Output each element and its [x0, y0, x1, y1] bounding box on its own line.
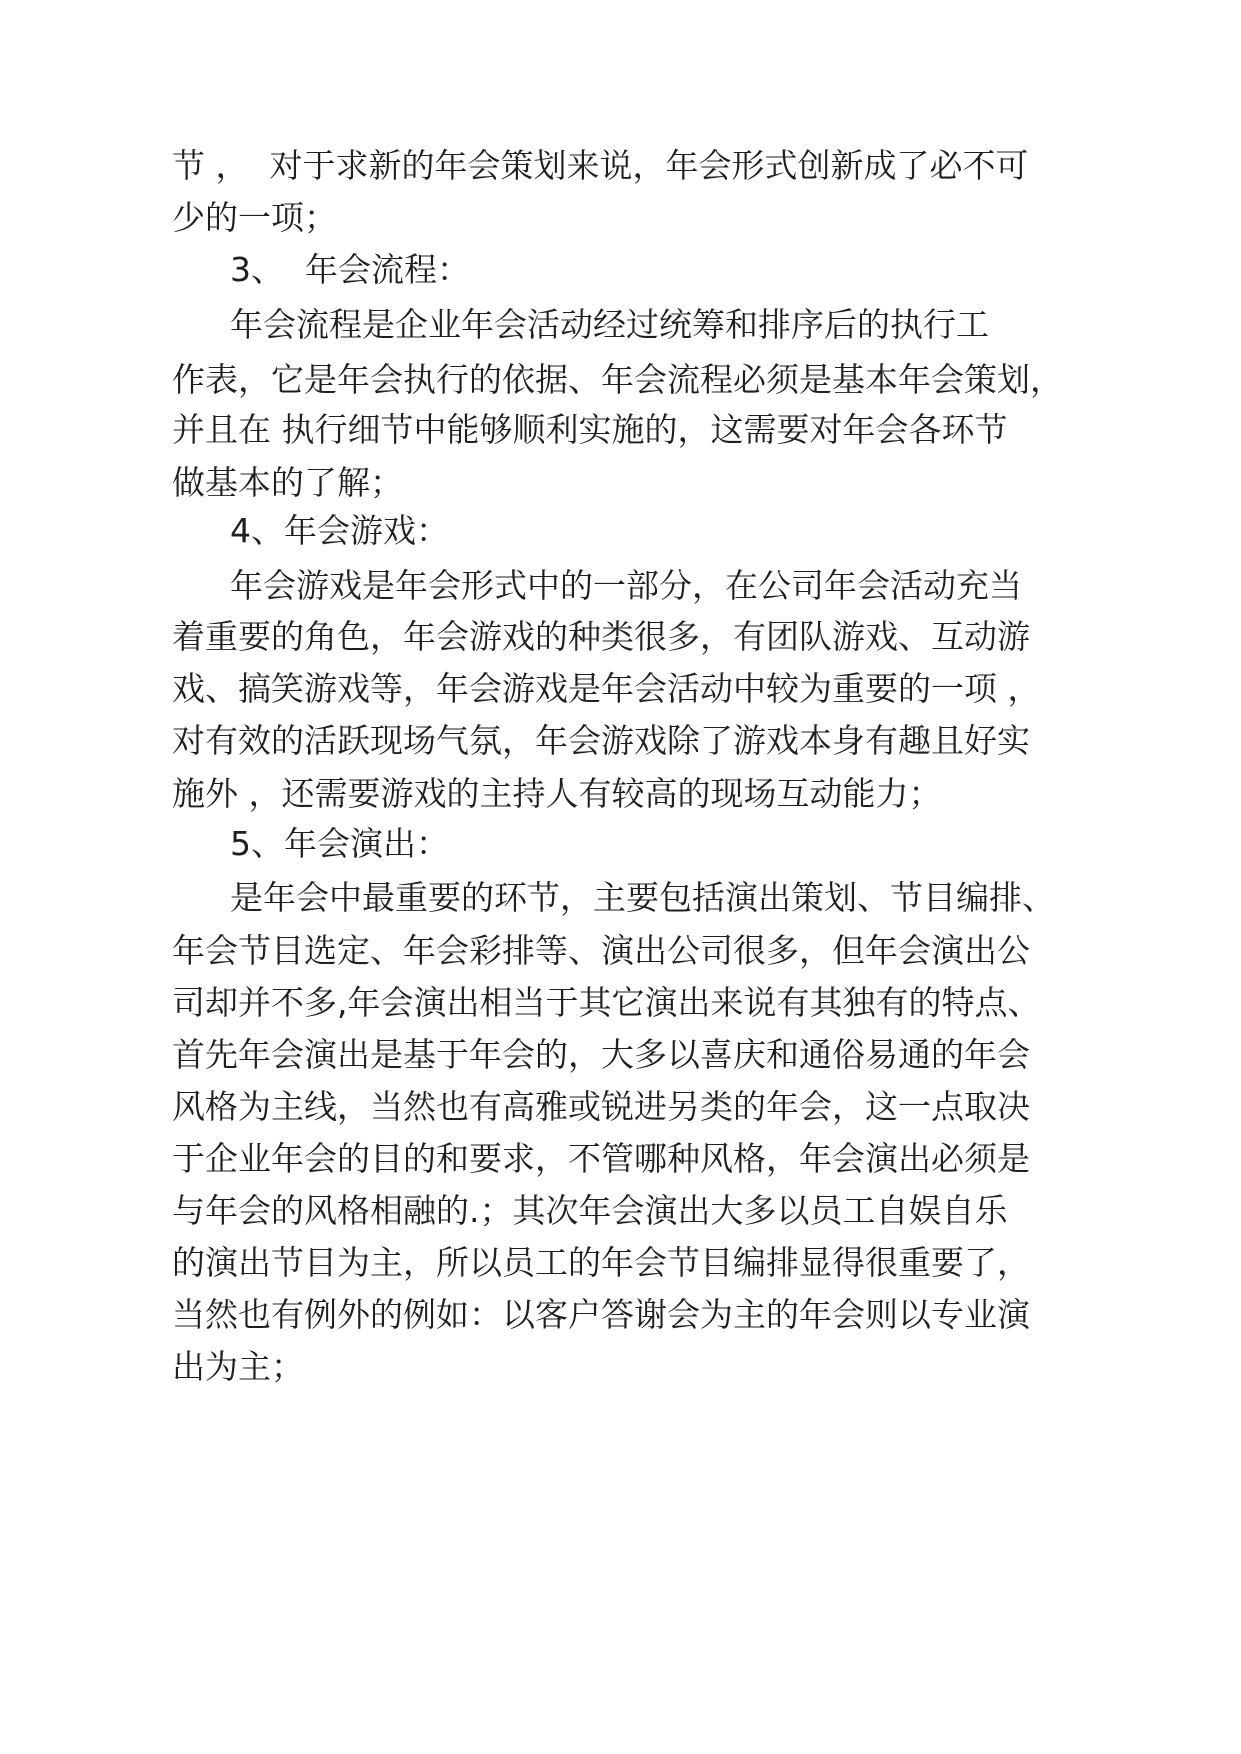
text-line: 出为主； — [172, 1347, 304, 1386]
text-line: 做基本的了解； — [172, 463, 403, 502]
text-line: 年会游戏是年会形式中的一部分，在公司年会活动充当 — [230, 566, 1022, 605]
section-heading: 3、 年会流程： — [230, 250, 470, 289]
text-line: 少的一项； — [172, 198, 337, 237]
text-line: 施外 ，还需要游戏的主持人有较高的现场互动能力； — [172, 774, 942, 813]
text-line: 司却并不多,年会演出相当于其它演出来说有其独有的特点、 — [172, 983, 1041, 1022]
section-heading: 4、年会游戏： — [230, 511, 449, 550]
text-line: 当然也有例外的例如：以客户答谢会为主的年会则以专业演 — [172, 1295, 1030, 1334]
text-line: 与年会的风格相融的.；其次年会演出大多以员工自娱自乐 — [172, 1191, 1008, 1230]
text-line: 风格为主线，当然也有高雅或锐进另类的年会，这一点取决 — [172, 1087, 1030, 1126]
text-line: 于企业年会的目的和要求，不管哪种风格，年会演出必须是 — [172, 1139, 1030, 1178]
text-line: 年会流程是企业年会活动经过统筹和排序后的执行工 — [230, 305, 989, 344]
text-line: 年会节目选定、年会彩排等、演出公司很多，但年会演出公 — [172, 931, 1030, 970]
section-heading: 5、年会演出： — [230, 824, 449, 863]
text-line: 戏、搞笑游戏等，年会游戏是年会活动中较为重要的一项 ， — [172, 669, 1041, 708]
text-line: 首先年会演出是基于年会的，大多以喜庆和通俗易通的年会 — [172, 1035, 1030, 1074]
text-line: 并且在 执行细节中能够顺利实施的，这需要对年会各环节 — [172, 410, 1008, 449]
text-line: 节 ， 对于求新的年会策划来说，年会形式创新成了必不可 — [172, 146, 1029, 185]
text-line: 的演出节目为主，所以员工的年会节目编排显得很重要了， — [172, 1243, 1030, 1282]
text-line: 作表，它是年会执行的依据、年会流程必须是基本年会策划， — [172, 360, 1063, 399]
text-line: 着重要的角色，年会游戏的种类很多，有团队游戏、互动游 — [172, 617, 1030, 656]
text-line: 是年会中最重要的环节，主要包括演出策划、节目编排、 — [230, 878, 1055, 917]
text-line: 对有效的活跃现场气氛，年会游戏除了游戏本身有趣且好实 — [172, 721, 1030, 760]
